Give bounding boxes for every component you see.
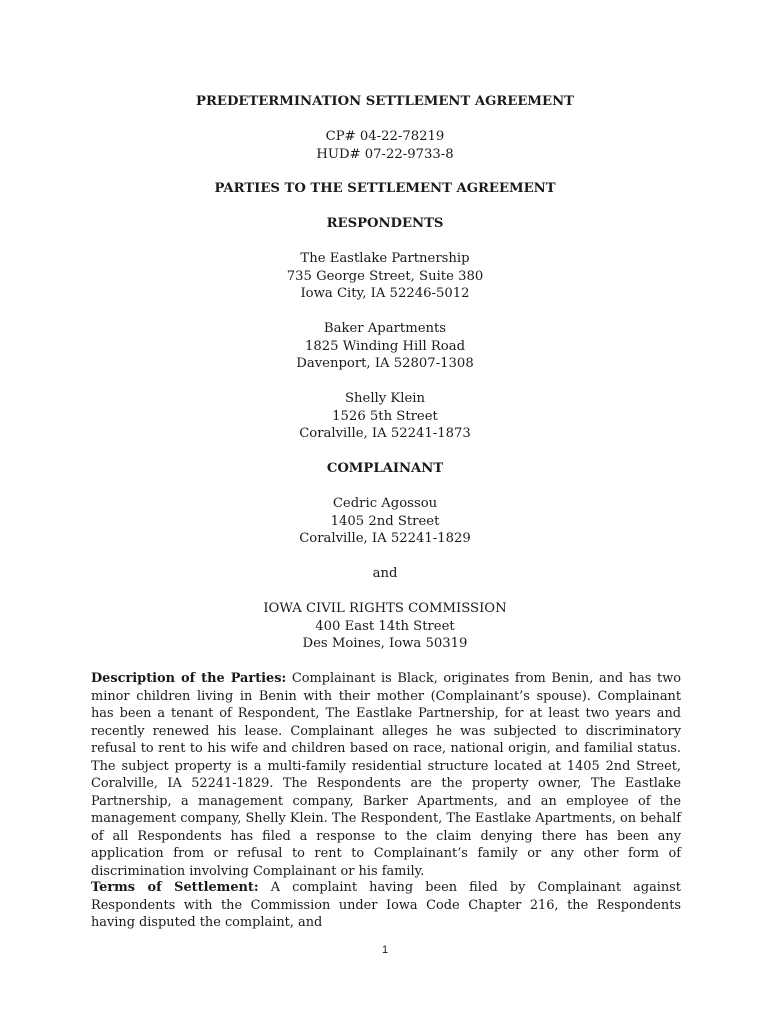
- commission-name: IOWA CIVIL RIGHTS COMMISSION: [263, 601, 507, 616]
- commission-city: Des Moines, Iowa 50319: [302, 636, 468, 651]
- respondent-address-block: [0, 390, 770, 443]
- cp-number: CP# 04-22-78219: [325, 129, 445, 144]
- conjunction-text: and: [372, 566, 398, 581]
- respondents-heading: [0, 215, 770, 233]
- respondent-street: 1526 5th Street: [332, 408, 438, 424]
- parties-heading-text: PARTIES TO THE SETTLEMENT AGREEMENT: [214, 181, 556, 196]
- document-title: [0, 93, 770, 111]
- conjunction: [0, 565, 770, 583]
- complainant-heading-text: COMPLAINANT: [326, 461, 444, 476]
- respondent-street: 735 George Street, Suite 380: [286, 268, 484, 284]
- complainant-street: 1405 2nd Street: [330, 513, 440, 529]
- terms-body: A complaint having been filed by Complainant against Respondents with the Commission under Iowa Code Chapter 216, the Respondents having disputed the complaint, and: [91, 880, 681, 930]
- case-numbers: [0, 128, 770, 163]
- complainant-heading: [0, 460, 770, 478]
- respondent-city: Davenport, IA 52807-1308: [296, 356, 474, 371]
- respondent-name: Shelly Klein: [345, 391, 425, 406]
- respondent-city: Iowa City, IA 52246-5012: [300, 286, 470, 301]
- respondent-address-block: [0, 250, 770, 303]
- respondent-city: Coralville, IA 52241-1873: [299, 426, 471, 441]
- respondent-name: Baker Apartments: [323, 321, 447, 336]
- hud-number: HUD# 07-22-9733-8: [316, 146, 454, 162]
- description-body: Complainant is Black, originates from Benin, and has two minor children living in Benin with their mother (Complainant’s spouse). Complainant has been a tenant of Respondent, The Eastlake Partnership, for at least two years and recently renewed his lease. Complainant alleges he was subjected to discriminatory refusal to rent to his wife and children based on race, national origin, and familial status. The subject property is a multi-family residential structure located at 1405 2nd Street, Coralville, IA 52241-1829. The Respondents are the property owner, The Eastlake Partnership, a management company, Barker Apartments, and an employee of the management company, Shelly Klein. The Respondent, The Eastlake Apartments, on behalf of all Respondents has filed a response to the claim denying there has been any application from or refusal to rent to Complainant’s family or any other form of discrimination involving Complainant or his family.: [91, 671, 681, 879]
- respondent-address-block: [0, 320, 770, 373]
- terms-lead: Terms of Settlement:: [91, 880, 259, 895]
- description-paragraph: [91, 670, 681, 880]
- terms-paragraph: [91, 879, 681, 932]
- respondent-street: 1825 Winding Hill Road: [304, 338, 466, 354]
- page-number: 1: [381, 944, 389, 956]
- title-text: PREDETERMINATION SETTLEMENT AGREEMENT: [196, 94, 574, 109]
- description-lead: Description of the Parties:: [91, 671, 287, 686]
- complainant-address-block: [0, 495, 770, 548]
- respondent-name: The Eastlake Partnership: [300, 251, 470, 266]
- complainant-name: Cedric Agossou: [332, 496, 438, 511]
- commission-street: 400 East 14th Street: [315, 618, 455, 634]
- respondents-heading-text: RESPONDENTS: [326, 216, 444, 231]
- complainant-city: Coralville, IA 52241-1829: [299, 531, 471, 546]
- commission-address-block: [0, 600, 770, 653]
- parties-heading: [0, 180, 770, 198]
